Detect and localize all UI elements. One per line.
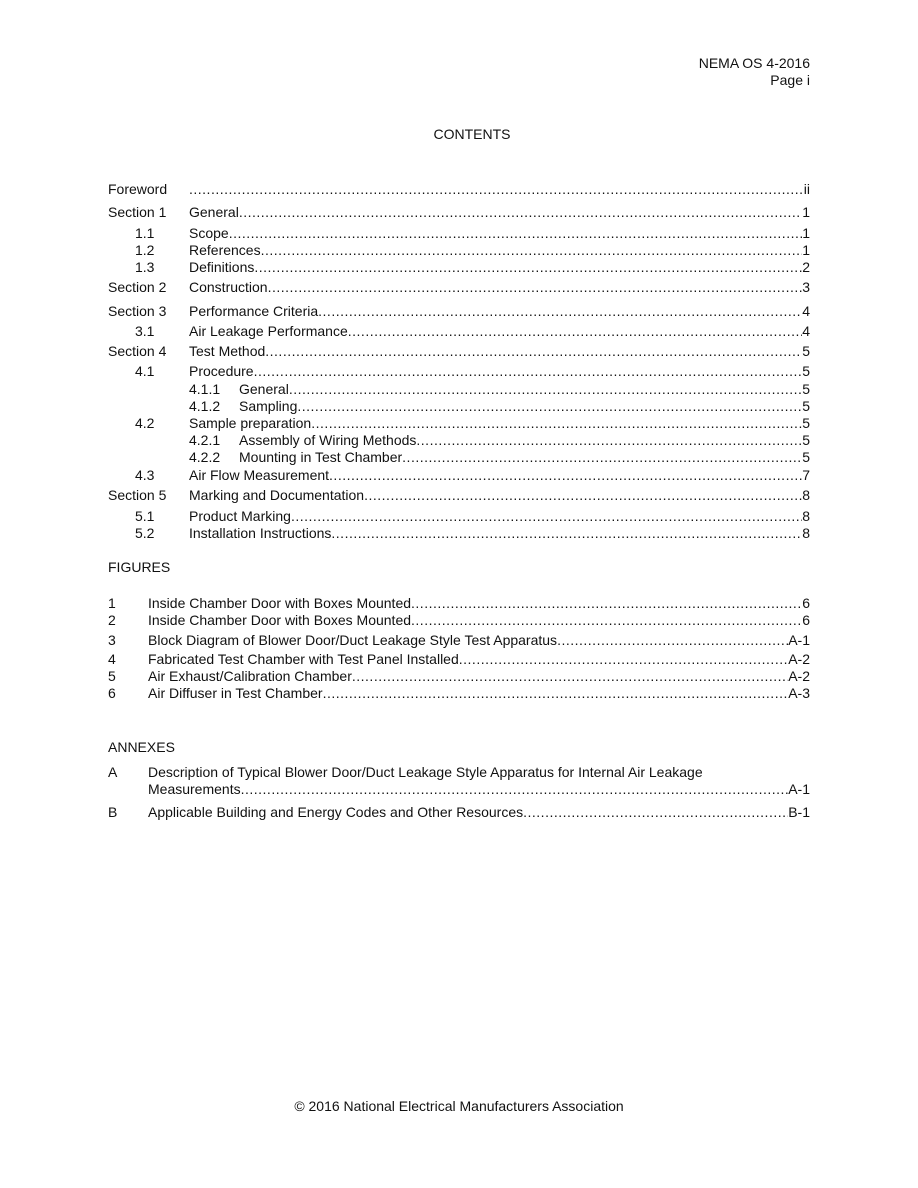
toc-entry-4-2[interactable] — [108, 414, 810, 432]
dot-leader — [402, 448, 802, 466]
toc-label: General — [239, 381, 289, 397]
toc-number: Section 5 — [108, 487, 167, 503]
annex-letter: A — [108, 764, 118, 780]
toc-label: Performance Criteria — [189, 303, 319, 319]
figure-entry-2[interactable] — [108, 611, 810, 629]
toc-label: Scope — [189, 225, 229, 241]
toc-entry-section-4[interactable] — [108, 342, 810, 360]
figure-label: Air Diffuser in Test Chamber — [148, 685, 323, 701]
toc-entry-5-2[interactable] — [108, 524, 810, 542]
figure-number: 1 — [108, 595, 116, 611]
toc-entry-1-2[interactable] — [108, 241, 810, 259]
annex-label-line2: Measurements — [148, 781, 241, 797]
toc-label: Test Method — [189, 343, 266, 359]
dot-leader — [329, 466, 802, 484]
toc-number: 4.2 — [135, 415, 155, 431]
figure-entry-1[interactable] — [108, 594, 810, 612]
figure-page: A-1 — [788, 632, 810, 648]
annex-entry-a-continuation[interactable] — [108, 780, 810, 798]
toc-label: General — [189, 204, 239, 220]
toc-label: Definitions — [189, 259, 255, 275]
toc-label: Procedure — [189, 363, 254, 379]
toc-number: 4.2.2 — [189, 449, 221, 465]
toc-number: 1.1 — [135, 225, 155, 241]
figure-label: Block Diagram of Blower Door/Duct Leakage Style Test Apparatus — [148, 632, 558, 648]
contents-title: CONTENTS — [433, 126, 511, 142]
dot-leader — [297, 397, 802, 415]
toc-entry-4-1-1[interactable] — [108, 380, 810, 398]
dot-leader — [241, 780, 789, 798]
toc-number: Foreword — [108, 181, 168, 197]
dot-leader — [229, 224, 803, 242]
toc-entry-3-1[interactable] — [108, 322, 810, 340]
dot-leader — [311, 414, 802, 432]
figure-number: 4 — [108, 651, 116, 667]
toc-page: 1 — [802, 225, 810, 241]
dot-leader — [323, 684, 789, 702]
toc-label: Construction — [189, 279, 268, 295]
figure-entry-5[interactable] — [108, 667, 810, 685]
annex-page: A-1 — [788, 781, 810, 797]
dot-leader — [331, 524, 802, 542]
toc-number: 4.1 — [135, 363, 155, 379]
toc-page: 5 — [802, 381, 810, 397]
toc-page: 5 — [802, 449, 810, 465]
toc-entry-4-1-2[interactable] — [108, 397, 810, 415]
toc-number: 4.3 — [135, 467, 155, 483]
annexes-heading: ANNEXES — [108, 739, 175, 755]
dot-leader — [523, 803, 788, 821]
toc-page: 1 — [802, 204, 810, 220]
figure-label: Fabricated Test Chamber with Test Panel Installed — [148, 651, 459, 667]
toc-number: Section 4 — [108, 343, 167, 359]
figure-page: 6 — [802, 595, 810, 611]
toc-number: 5.2 — [135, 525, 155, 541]
annex-label: Applicable Building and Energy Codes and Other Resources — [148, 804, 524, 820]
toc-label: Marking and Documentation — [189, 487, 365, 503]
dot-leader — [459, 650, 788, 668]
figure-page: A-3 — [788, 685, 810, 701]
toc-entry-section-3[interactable] — [108, 302, 810, 320]
dot-leader — [254, 362, 803, 380]
toc-entry-section-5[interactable] — [108, 486, 810, 504]
toc-page: 5 — [802, 363, 810, 379]
toc-label: Assembly of Wiring Methods — [239, 432, 417, 448]
toc-entry-section-1[interactable] — [108, 203, 810, 221]
toc-number: Section 3 — [108, 303, 167, 319]
toc-entry-1-1[interactable] — [108, 224, 810, 242]
figure-page: 6 — [802, 612, 810, 628]
toc-page: 4 — [802, 303, 810, 319]
toc-page: 4 — [802, 323, 810, 339]
toc-number: 4.1.1 — [189, 381, 221, 397]
dot-leader — [411, 594, 802, 612]
figures-heading: FIGURES — [108, 559, 171, 575]
toc-label: Installation Instructions — [189, 525, 332, 541]
toc-entry-5-1[interactable] — [108, 507, 810, 525]
toc-page: 5 — [802, 343, 810, 359]
annex-page: B-1 — [788, 804, 810, 820]
toc-number: 4.1.2 — [189, 398, 221, 414]
toc-entry-4-2-2[interactable] — [108, 448, 810, 466]
dot-leader — [318, 302, 802, 320]
toc-number: 1.3 — [135, 259, 155, 275]
annex-entry-b[interactable] — [108, 803, 810, 821]
toc-label: Sample preparation — [189, 415, 312, 431]
toc-page: 5 — [802, 398, 810, 414]
dot-leader — [261, 241, 803, 259]
figure-number: 5 — [108, 668, 116, 684]
toc-page: 8 — [802, 525, 810, 541]
toc-number: 4.2.1 — [189, 432, 221, 448]
figure-label: Inside Chamber Door with Boxes Mounted — [148, 612, 412, 628]
document-id: NEMA OS 4-2016 — [698, 55, 810, 71]
toc-page: 2 — [802, 259, 810, 275]
toc-entry-4-2-1[interactable] — [108, 431, 810, 449]
toc-label: Air Flow Measurement — [189, 467, 330, 483]
dot-leader — [352, 667, 788, 685]
toc-label: References — [189, 242, 261, 258]
figure-number: 3 — [108, 632, 116, 648]
toc-number: 5.1 — [135, 508, 155, 524]
toc-page: 3 — [802, 279, 810, 295]
dot-leader — [289, 380, 802, 398]
page-header — [699, 55, 810, 89]
dot-leader — [411, 611, 802, 629]
toc-number: Section 1 — [108, 204, 167, 220]
dot-leader — [291, 507, 802, 525]
toc-entry-4-1[interactable] — [108, 362, 810, 380]
toc-page: ii — [803, 181, 810, 197]
page-number: Page i — [770, 72, 810, 88]
toc-page: 5 — [802, 415, 810, 431]
toc-label: Product Marking — [189, 508, 291, 524]
dot-leader — [557, 631, 788, 649]
toc-page: 8 — [802, 508, 810, 524]
toc-page: 8 — [802, 487, 810, 503]
toc-entry-1-3[interactable] — [108, 258, 810, 276]
toc-number: Section 2 — [108, 279, 167, 295]
toc-number: 3.1 — [135, 323, 155, 339]
toc-entry-foreword[interactable] — [108, 180, 810, 198]
dot-leader — [239, 203, 802, 221]
toc-label: Sampling — [239, 398, 298, 414]
annex-letter: B — [108, 804, 118, 820]
figure-label: Air Exhaust/Calibration Chamber — [148, 668, 352, 684]
toc-page: 5 — [802, 432, 810, 448]
figure-entry-3[interactable] — [108, 631, 810, 649]
figure-page: A-2 — [788, 668, 810, 684]
figure-number: 6 — [108, 685, 116, 701]
dot-leader — [364, 486, 802, 504]
annex-label-line1: Description of Typical Blower Door/Duct Leakage Style Apparatus for Internal Air Leakage — [148, 764, 703, 780]
toc-page: 1 — [802, 242, 810, 258]
copyright-footer: © 2016 National Electrical Manufacturers Association — [294, 1098, 624, 1114]
figure-entry-4[interactable] — [108, 650, 810, 668]
toc-entry-4-3[interactable] — [108, 466, 810, 484]
figure-number: 2 — [108, 612, 116, 628]
dot-leader — [254, 258, 802, 276]
figure-entry-6[interactable] — [108, 684, 810, 702]
dot-leader — [189, 180, 804, 198]
toc-entry-section-2[interactable] — [108, 278, 810, 296]
toc-number: 1.2 — [135, 242, 155, 258]
figure-page: A-2 — [788, 651, 810, 667]
dot-leader — [416, 431, 802, 449]
dot-leader — [265, 342, 802, 360]
toc-page: 7 — [802, 467, 810, 483]
dot-leader — [348, 322, 802, 340]
figure-label: Inside Chamber Door with Boxes Mounted — [148, 595, 412, 611]
toc-label: Air Leakage Performance — [189, 323, 348, 339]
toc-label: Mounting in Test Chamber — [239, 449, 403, 465]
dot-leader — [268, 278, 803, 296]
